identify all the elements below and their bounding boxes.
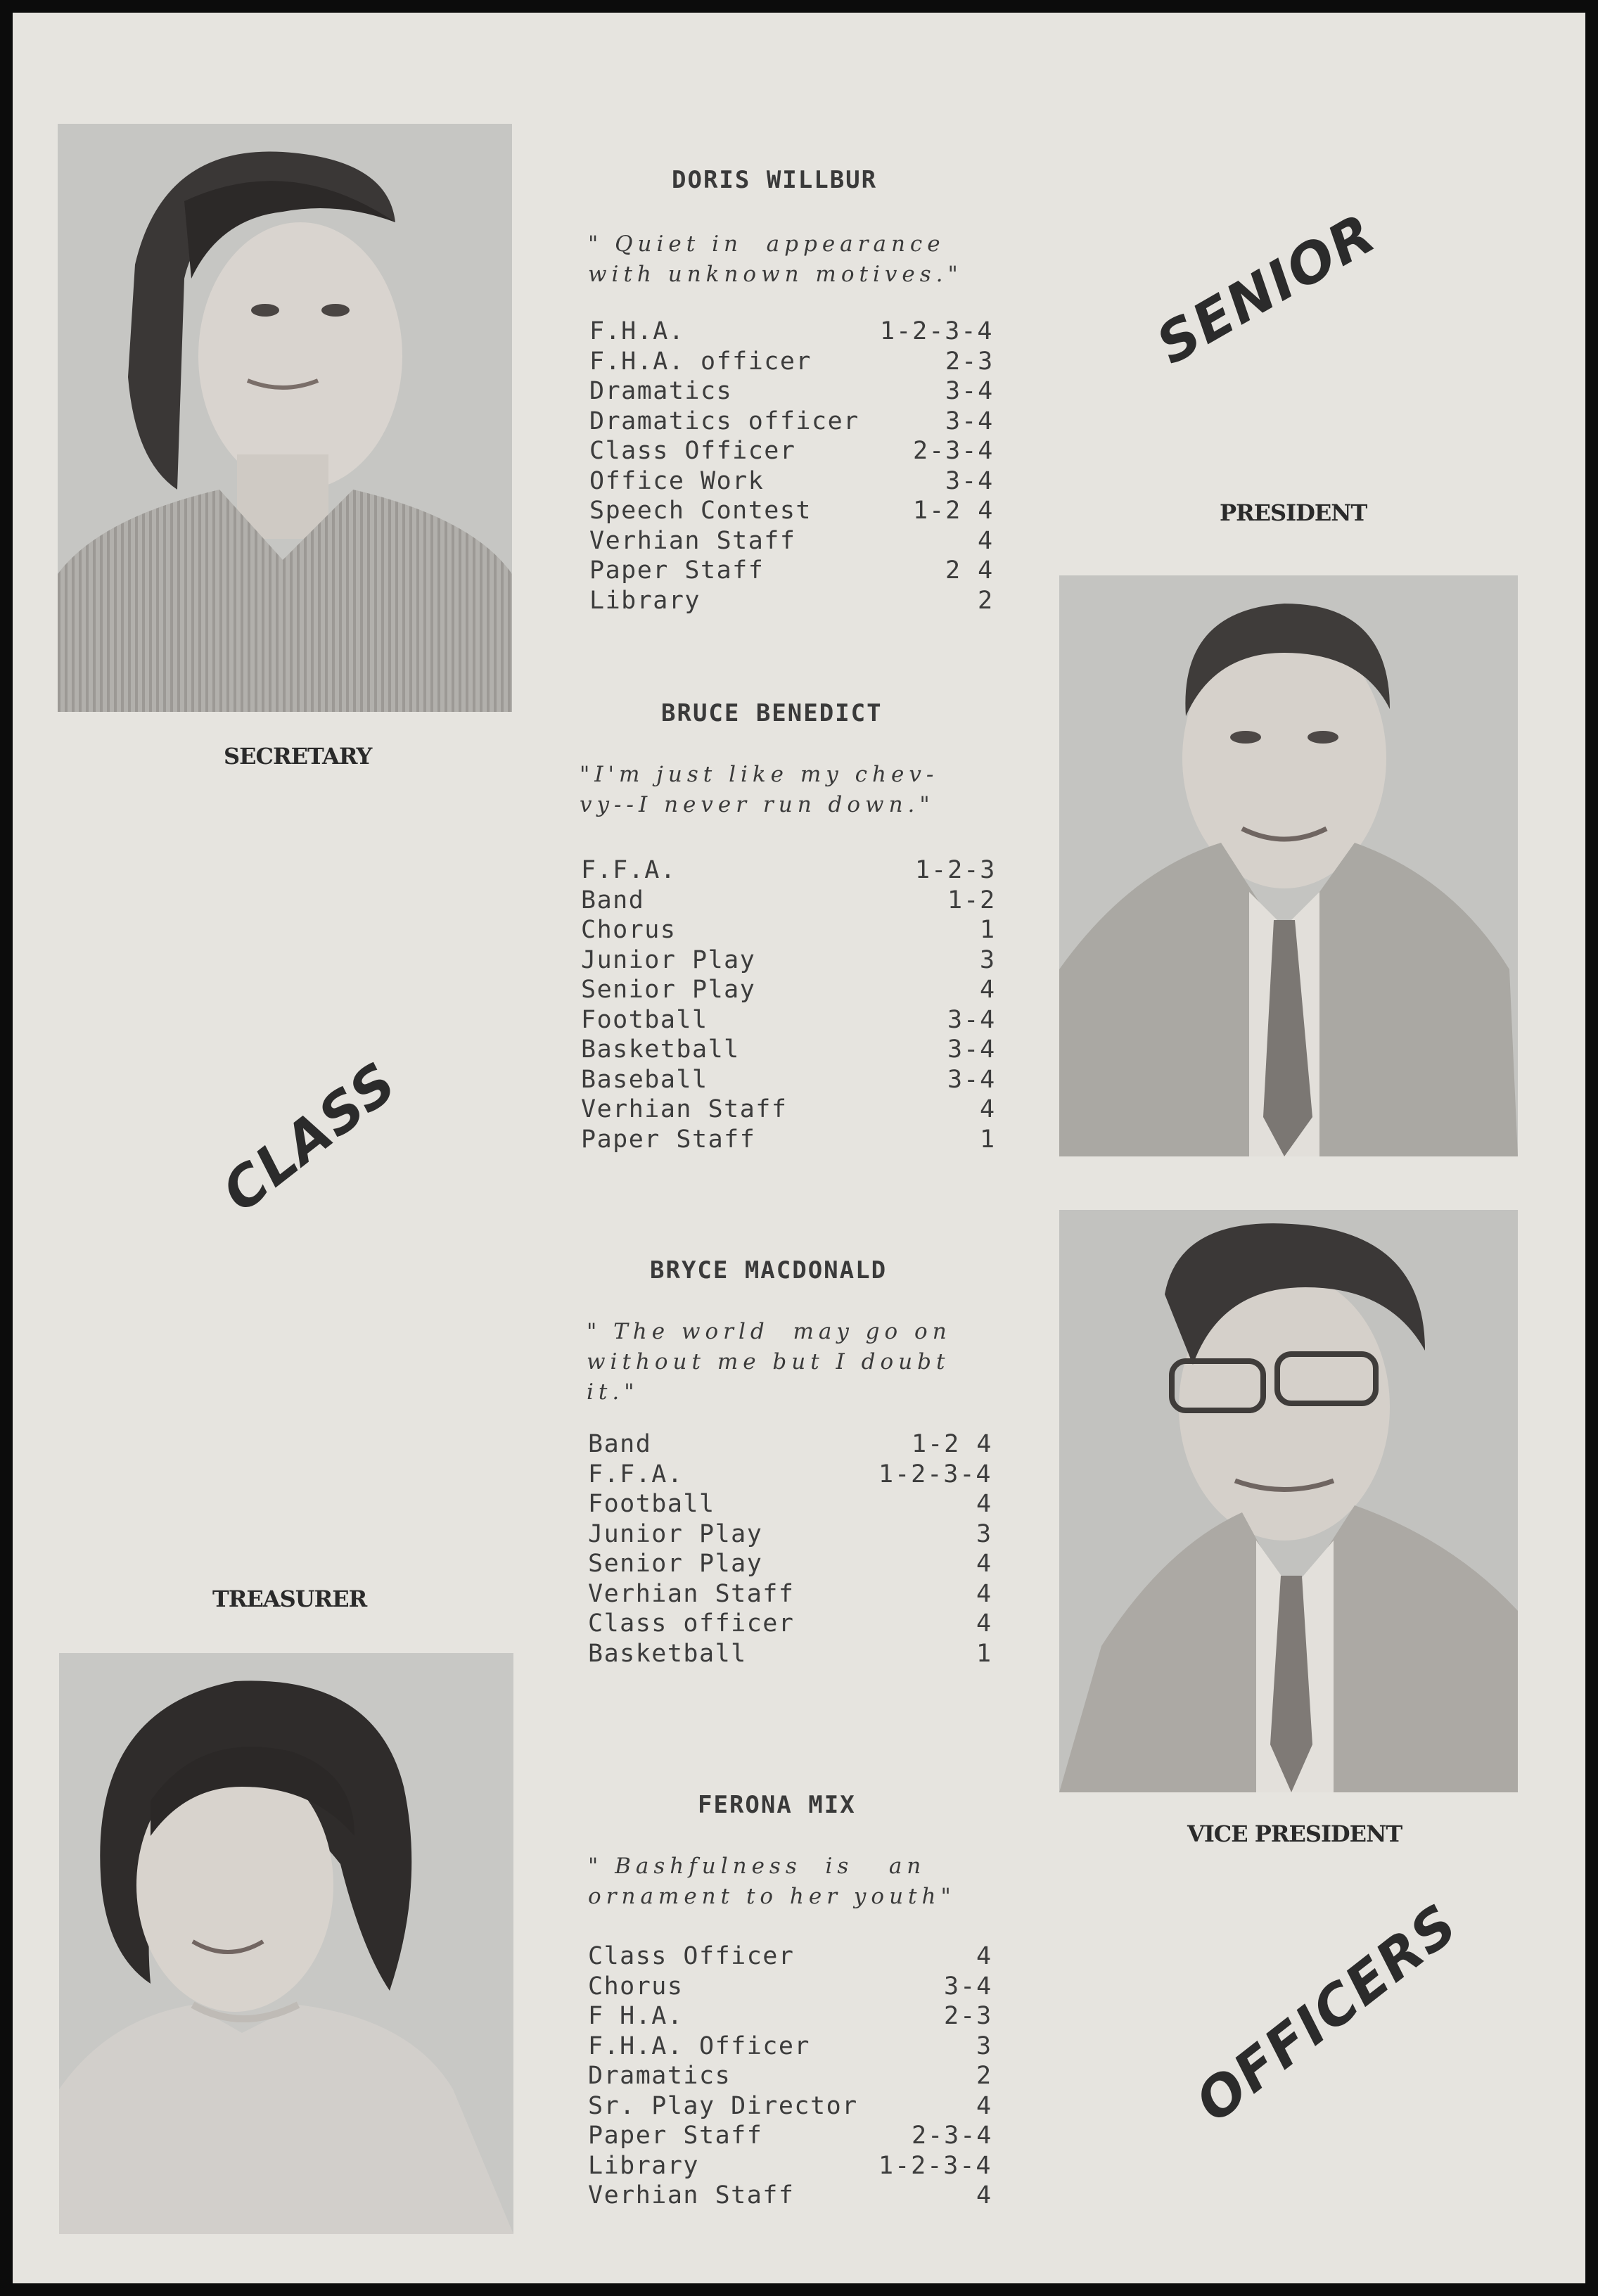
activity-name: Senior Play — [581, 976, 756, 1004]
activity-years: 4 — [976, 2091, 993, 2120]
activity-years: 4 — [980, 976, 997, 1004]
activity-years: 4 — [976, 1550, 993, 1578]
activity-row — [588, 1429, 1010, 1460]
activity-years: 3-4 — [945, 466, 995, 495]
activity-row — [588, 2121, 1010, 2151]
caption-president: PRESIDENT — [1220, 499, 1367, 526]
activity-row — [581, 886, 1031, 916]
senior-name: DORIS WILLBUR — [672, 166, 878, 194]
senior-quote: "I'm just like my chev- vy--I never run down." — [580, 762, 939, 817]
title-senior: SENIOR — [1146, 201, 1387, 377]
yearbook-page — [13, 13, 1585, 2283]
activity-years: 3-4 — [947, 1035, 997, 1064]
activity-name: Class Officer — [589, 437, 796, 465]
activity-name: F.H.A. — [589, 317, 685, 345]
activity-years: 3-4 — [945, 407, 995, 435]
activity-years: 2-3-4 — [912, 2122, 993, 2150]
title-class: CLASS — [211, 1050, 409, 1225]
girl-curly-hair-portrait-icon — [59, 1653, 513, 2234]
activity-years: 4 — [976, 1579, 993, 1608]
activity-row — [588, 2001, 1010, 2032]
activity-name: Paper Staff — [581, 1125, 756, 1154]
treasurer-photo — [59, 1653, 513, 2234]
activity-years: 4 — [976, 1490, 993, 1518]
activity-name: Dramatics officer — [589, 407, 859, 435]
activity-name: Chorus — [588, 1972, 684, 2001]
activity-row — [589, 466, 1011, 497]
activity-list — [589, 317, 1011, 616]
activity-name: Basketball — [588, 1639, 747, 1668]
activity-years: 1 — [980, 916, 997, 944]
caption-treasurer: TREASURER — [212, 1586, 367, 1612]
activity-name: Band — [588, 1430, 652, 1458]
activity-row — [588, 2091, 1010, 2122]
activity-years: 1 — [980, 1125, 997, 1154]
activity-row — [581, 1095, 1031, 1125]
activity-years: 2 — [976, 2062, 993, 2090]
activity-years: 3 — [976, 2032, 993, 2060]
activity-name: Verhian Staff — [588, 2181, 795, 2209]
senior-name: BRYCE MACDONALD — [650, 1256, 888, 1284]
activity-list — [581, 855, 1031, 1154]
activity-row — [589, 556, 1011, 586]
activity-name: Chorus — [581, 916, 677, 944]
caption-vice-president: VICE PRESIDENT — [1187, 1820, 1402, 1847]
activity-row — [581, 855, 1031, 886]
activity-years: 3-4 — [947, 1005, 997, 1034]
activity-row — [589, 376, 1011, 407]
activity-years: 1-2 4 — [912, 1430, 993, 1458]
activity-name: Dramatics — [589, 377, 733, 405]
activity-list — [588, 1941, 1010, 2211]
activity-row — [588, 2061, 1010, 2091]
activity-years: 2 4 — [945, 556, 995, 585]
activity-name: Band — [581, 886, 645, 914]
activity-name: F.F.A. — [588, 1460, 684, 1488]
activity-row — [588, 1972, 1010, 2002]
activity-name: Office Work — [589, 466, 765, 495]
activity-list — [588, 1429, 1010, 1669]
activity-name: F H.A. — [588, 2002, 684, 2030]
activity-row — [589, 436, 1011, 466]
vice-president-photo — [1059, 1210, 1518, 1792]
activity-name: Paper Staff — [588, 2122, 763, 2150]
president-photo — [1059, 575, 1518, 1156]
activity-years: 2-3 — [944, 2002, 993, 2030]
activity-row — [588, 1489, 1010, 1519]
activity-name: Speech Contest — [589, 497, 812, 525]
activity-name: Verhian Staff — [588, 1579, 795, 1608]
activity-years: 1-2 — [947, 886, 997, 914]
activity-row — [581, 1125, 1031, 1155]
activity-name: Football — [588, 1490, 715, 1518]
activity-row — [588, 1460, 1010, 1490]
activity-name: Paper Staff — [589, 556, 765, 585]
activity-row — [581, 915, 1031, 945]
activity-years: 4 — [980, 1095, 997, 1123]
activity-row — [588, 1941, 1010, 1972]
activity-name: Library — [589, 586, 701, 615]
boy-with-glasses-portrait-icon — [1059, 1210, 1518, 1792]
activity-years: 1-2-3 — [915, 856, 997, 884]
activity-years: 1-2-3-4 — [880, 317, 994, 345]
activity-name: Junior Play — [581, 945, 756, 974]
activity-row — [588, 2181, 1010, 2211]
activity-row — [581, 1005, 1031, 1035]
activity-row — [581, 945, 1031, 976]
senior-name: FERONA MIX — [698, 1791, 856, 1819]
activity-name: Senior Play — [588, 1550, 763, 1578]
senior-quote: " Bashfulness is an ornament to her youth" — [588, 1854, 956, 1909]
activity-years: 3-4 — [945, 377, 995, 405]
activity-name: Class Officer — [588, 1942, 795, 1970]
senior-name: BRUCE BENEDICT — [661, 699, 883, 727]
activity-years: 2-3-4 — [913, 437, 995, 465]
activity-row — [588, 1609, 1010, 1639]
activity-years: 3 — [980, 945, 997, 974]
activity-years: 1-2-3-4 — [878, 1460, 992, 1488]
activity-name: Verhian Staff — [589, 526, 796, 555]
title-officers: OFFICERS — [1184, 1892, 1470, 2135]
activity-years: 1 — [976, 1639, 993, 1668]
activity-row — [589, 317, 1011, 347]
activity-name: Baseball — [581, 1065, 708, 1094]
activity-row — [589, 407, 1011, 437]
activity-years: 4 — [976, 1609, 993, 1638]
activity-years: 3 — [976, 1519, 993, 1548]
activity-years: 2 — [978, 586, 995, 615]
activity-years: 3-4 — [947, 1065, 997, 1094]
activity-row — [588, 2151, 1010, 2181]
activity-years: 1-2 4 — [913, 497, 995, 525]
activity-years: 2-3 — [945, 347, 995, 376]
activity-row — [581, 1065, 1031, 1095]
activity-name: Dramatics — [588, 2062, 731, 2090]
activity-row — [588, 1519, 1010, 1550]
activity-name: Junior Play — [588, 1519, 763, 1548]
activity-row — [589, 526, 1011, 556]
activity-name: F.H.A. officer — [589, 347, 812, 376]
activity-name: Verhian Staff — [581, 1095, 788, 1123]
activity-name: F.H.A. Officer — [588, 2032, 811, 2060]
activity-years: 4 — [976, 1942, 993, 1970]
activity-row — [589, 586, 1011, 616]
activity-name: F.F.A. — [581, 856, 677, 884]
activity-name: Basketball — [581, 1035, 740, 1064]
senior-quote: " The world may go on without me but I doubt it." — [587, 1319, 952, 1405]
activity-row — [588, 1579, 1010, 1609]
activity-row — [588, 1639, 1010, 1669]
activity-years: 4 — [976, 2181, 993, 2209]
girl-portrait-icon — [58, 124, 512, 712]
activity-years: 1-2-3-4 — [878, 2151, 992, 2180]
activity-row — [581, 1035, 1031, 1065]
activity-row — [588, 1549, 1010, 1579]
activity-row — [581, 975, 1031, 1005]
activity-years: 4 — [978, 526, 995, 555]
activity-row — [589, 496, 1011, 526]
activity-name: Library — [588, 2151, 700, 2180]
activity-row — [589, 347, 1011, 377]
senior-quote: " Quiet in appearance with unknown motives." — [588, 231, 963, 287]
secretary-photo — [58, 124, 512, 712]
caption-secretary: SECRETARY — [224, 743, 372, 770]
activity-name: Sr. Play Director — [588, 2091, 858, 2120]
boy-portrait-icon — [1059, 575, 1518, 1156]
activity-row — [588, 2032, 1010, 2062]
activity-name: Football — [581, 1005, 708, 1034]
activity-name: Class officer — [588, 1609, 795, 1638]
activity-years: 3-4 — [944, 1972, 993, 2001]
